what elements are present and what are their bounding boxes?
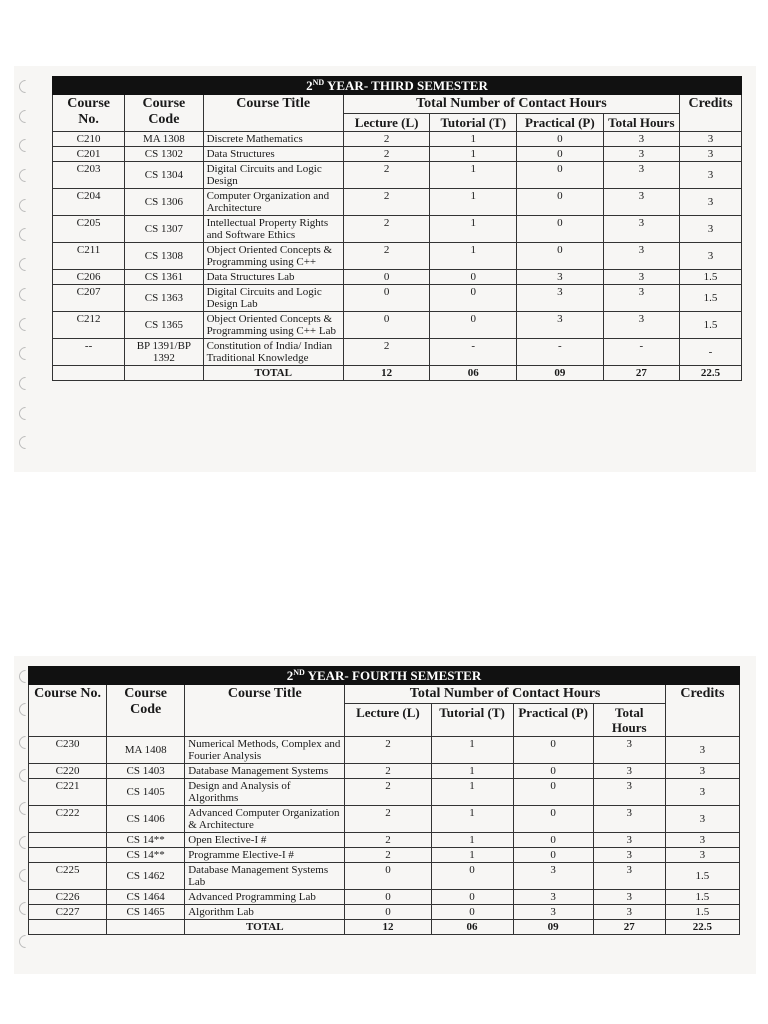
practical-cell: 0 — [517, 189, 604, 216]
fourth-semester-page — [14, 656, 756, 974]
practical-header: Practical (P) — [517, 114, 604, 132]
lecture-cell: 2 — [343, 339, 430, 366]
binder-hole — [16, 345, 34, 363]
course-title-cell: Discrete Mathematics — [203, 132, 343, 147]
lecture-header: Lecture (L) — [343, 114, 430, 132]
course-title-cell: Advanced Computer Organization & Architecture — [185, 806, 345, 833]
tutorial-cell: 0 — [430, 285, 517, 312]
course-title-cell: Database Management Systems Lab — [185, 863, 345, 890]
lecture-cell: 2 — [343, 189, 430, 216]
course-no-cell: C207 — [53, 285, 125, 312]
total-hours-cell: 3 — [593, 806, 665, 833]
table-row — [53, 285, 742, 312]
tutorial-cell: - — [430, 339, 517, 366]
course-no-cell: C203 — [53, 162, 125, 189]
total-spacer-cell — [29, 920, 107, 935]
lecture-cell: 2 — [345, 833, 431, 848]
total-hours-cell: 3 — [603, 162, 679, 189]
credits-header: Credits — [680, 95, 742, 132]
total-hours-cell: 3 — [603, 189, 679, 216]
tutorial-cell: 1 — [430, 243, 517, 270]
total-lecture: 12 — [345, 920, 431, 935]
header-row — [53, 95, 742, 114]
lecture-cell: 2 — [345, 848, 431, 863]
semester-title-text: YEAR- THIRD SEMESTER — [324, 78, 488, 93]
semester-title-text: YEAR- FOURTH SEMESTER — [304, 668, 482, 683]
course-no-cell: C210 — [53, 132, 125, 147]
practical-cell: 0 — [513, 806, 593, 833]
course-no-header: Course No. — [53, 95, 125, 132]
binder-hole — [16, 315, 34, 333]
header-row — [29, 685, 740, 704]
total-hours-cell: 3 — [593, 833, 665, 848]
credits-cell: 1.5 — [680, 312, 742, 339]
total-hours: 27 — [593, 920, 665, 935]
course-no-cell: C211 — [53, 243, 125, 270]
practical-cell: - — [517, 339, 604, 366]
course-title-cell: Numerical Methods, Complex and Fourier Analysis — [185, 737, 345, 764]
total-hours-cell: 3 — [593, 905, 665, 920]
lecture-cell: 0 — [345, 863, 431, 890]
credits-cell: 3 — [665, 848, 739, 863]
course-title-cell: Object Oriented Concepts & Programming using C++ — [203, 243, 343, 270]
semester-title — [29, 667, 740, 685]
course-code-cell: CS 1462 — [107, 863, 185, 890]
binder-hole — [16, 166, 34, 184]
tutorial-cell: 1 — [430, 147, 517, 162]
credits-header: Credits — [665, 685, 739, 737]
total-label: TOTAL — [185, 920, 345, 935]
tutorial-cell: 0 — [431, 890, 513, 905]
practical-cell: 0 — [517, 243, 604, 270]
course-no-cell: C230 — [29, 737, 107, 764]
course-no-cell: C204 — [53, 189, 125, 216]
total-credits: 22.5 — [680, 366, 742, 381]
course-title-cell: Constitution of India/ Indian Traditional Knowledge — [203, 339, 343, 366]
lecture-cell: 2 — [343, 162, 430, 189]
course-title-cell: Programme Elective-I # — [185, 848, 345, 863]
table-row — [53, 216, 742, 243]
tutorial-cell: 1 — [431, 779, 513, 806]
course-no-cell: C225 — [29, 863, 107, 890]
credits-cell: - — [680, 339, 742, 366]
total-spacer-cell — [107, 920, 185, 935]
total-hours-cell: 3 — [603, 147, 679, 162]
binder-hole — [16, 77, 34, 95]
table-row — [29, 764, 740, 779]
course-title-cell: Object Oriented Concepts & Programming using C++ Lab — [203, 312, 343, 339]
table-row — [53, 189, 742, 216]
course-title-header: Course Title — [203, 95, 343, 132]
course-code-header: Course Code — [125, 95, 203, 132]
binder-hole — [16, 374, 34, 392]
course-no-cell: -- — [53, 339, 125, 366]
total-hours-header: Total Hours — [603, 114, 679, 132]
practical-cell: 0 — [513, 737, 593, 764]
course-code-cell: CS 1363 — [125, 285, 203, 312]
course-no-cell — [29, 833, 107, 848]
contact-hours-header: Total Number of Contact Hours — [343, 95, 679, 114]
total-practical: 09 — [513, 920, 593, 935]
practical-cell: 0 — [517, 162, 604, 189]
binder-hole — [16, 137, 34, 155]
total-hours-cell: 3 — [593, 848, 665, 863]
table-row — [29, 737, 740, 764]
course-title-cell: Algorithm Lab — [185, 905, 345, 920]
credits-cell: 3 — [680, 243, 742, 270]
tutorial-cell: 1 — [431, 764, 513, 779]
course-code-cell: CS 1365 — [125, 312, 203, 339]
course-no-cell: C201 — [53, 147, 125, 162]
table-row — [29, 905, 740, 920]
table-row — [53, 270, 742, 285]
tutorial-cell: 1 — [431, 737, 513, 764]
binder-hole — [16, 434, 34, 452]
lecture-header: Lecture (L) — [345, 704, 431, 737]
course-no-header: Course No. — [29, 685, 107, 737]
table-row — [53, 339, 742, 366]
total-hours-cell: 3 — [593, 764, 665, 779]
course-code-cell: MA 1408 — [107, 737, 185, 764]
table-row — [29, 890, 740, 905]
course-code-cell: CS 14** — [107, 848, 185, 863]
practical-cell: 3 — [517, 312, 604, 339]
practical-cell: 3 — [513, 905, 593, 920]
course-no-cell: C227 — [29, 905, 107, 920]
semester-title — [53, 77, 742, 95]
course-code-cell: CS 1306 — [125, 189, 203, 216]
total-hours-cell: 3 — [593, 863, 665, 890]
total-spacer-cell — [125, 366, 203, 381]
course-no-cell: C212 — [53, 312, 125, 339]
lecture-cell: 0 — [345, 905, 431, 920]
practical-cell: 3 — [513, 890, 593, 905]
table-row — [29, 848, 740, 863]
table-row — [29, 806, 740, 833]
course-code-cell: CS 1307 — [125, 216, 203, 243]
total-spacer-cell — [53, 366, 125, 381]
credits-cell: 3 — [665, 779, 739, 806]
tutorial-cell: 1 — [430, 162, 517, 189]
semester-title-year: 2 — [286, 668, 294, 683]
practical-cell: 3 — [513, 863, 593, 890]
table-row — [29, 833, 740, 848]
lecture-cell: 0 — [345, 890, 431, 905]
credits-cell: 3 — [665, 833, 739, 848]
tutorial-cell: 1 — [430, 189, 517, 216]
total-hours-cell: 3 — [593, 890, 665, 905]
course-title-cell: Data Structures — [203, 147, 343, 162]
tutorial-cell: 1 — [430, 132, 517, 147]
course-code-cell: CS 1464 — [107, 890, 185, 905]
total-hours-cell: 3 — [603, 132, 679, 147]
total-tutorial: 06 — [430, 366, 517, 381]
credits-cell: 3 — [680, 162, 742, 189]
credits-cell: 3 — [665, 737, 739, 764]
course-code-cell: BP 1391/BP 1392 — [125, 339, 203, 366]
lecture-cell: 2 — [343, 216, 430, 243]
contact-hours-header: Total Number of Contact Hours — [345, 685, 665, 704]
semester-banner-row — [53, 77, 742, 95]
lecture-cell: 2 — [345, 779, 431, 806]
course-title-cell: Digital Circuits and Logic Design Lab — [203, 285, 343, 312]
lecture-cell: 0 — [343, 312, 430, 339]
practical-cell: 0 — [517, 132, 604, 147]
semester-title-year: 2 — [306, 78, 313, 93]
total-hours-cell: 3 — [593, 779, 665, 806]
total-hours-cell: 3 — [603, 243, 679, 270]
total-lecture: 12 — [343, 366, 430, 381]
lecture-cell: 2 — [345, 764, 431, 779]
course-code-header: Course Code — [107, 685, 185, 737]
practical-cell: 0 — [513, 848, 593, 863]
table-row — [53, 147, 742, 162]
practical-header: Practical (P) — [513, 704, 593, 737]
tutorial-cell: 0 — [430, 270, 517, 285]
table-row — [53, 243, 742, 270]
tutorial-cell: 1 — [431, 806, 513, 833]
course-code-cell: CS 1405 — [107, 779, 185, 806]
fourth-semester-table — [28, 666, 740, 935]
course-title-cell: Advanced Programming Lab — [185, 890, 345, 905]
total-hours-cell: 3 — [603, 312, 679, 339]
course-code-cell: CS 1403 — [107, 764, 185, 779]
course-code-cell: CS 1465 — [107, 905, 185, 920]
course-title-cell: Digital Circuits and Logic Design — [203, 162, 343, 189]
semester-title-suffix: ND — [293, 667, 305, 677]
practical-cell: 0 — [517, 216, 604, 243]
lecture-cell: 2 — [343, 147, 430, 162]
credits-cell: 1.5 — [680, 285, 742, 312]
lecture-cell: 2 — [345, 806, 431, 833]
semester-title-suffix: ND — [312, 77, 325, 87]
total-hours-cell: 3 — [603, 270, 679, 285]
tutorial-cell: 0 — [430, 312, 517, 339]
table-row — [53, 162, 742, 189]
total-hours: 27 — [603, 366, 679, 381]
tutorial-header: Tutorial (T) — [431, 704, 513, 737]
credits-cell: 3 — [680, 147, 742, 162]
credits-cell: 1.5 — [665, 863, 739, 890]
course-no-cell: C205 — [53, 216, 125, 243]
course-title-cell: Data Structures Lab — [203, 270, 343, 285]
credits-cell: 1.5 — [665, 905, 739, 920]
course-no-cell: C226 — [29, 890, 107, 905]
total-credits: 22.5 — [665, 920, 739, 935]
total-tutorial: 06 — [431, 920, 513, 935]
table-row — [53, 132, 742, 147]
course-title-header: Course Title — [185, 685, 345, 737]
binder-holes — [14, 66, 42, 472]
lecture-cell: 0 — [343, 270, 430, 285]
credits-cell: 1.5 — [665, 890, 739, 905]
lecture-cell: 2 — [345, 737, 431, 764]
credits-cell: 1.5 — [680, 270, 742, 285]
course-no-cell — [29, 848, 107, 863]
course-no-cell: C206 — [53, 270, 125, 285]
course-title-cell: Intellectual Property Rights and Software Ethics — [203, 216, 343, 243]
credits-cell: 3 — [680, 189, 742, 216]
practical-cell: 0 — [513, 779, 593, 806]
course-title-cell: Computer Organization and Architecture — [203, 189, 343, 216]
total-row — [29, 920, 740, 935]
semester-banner-row — [29, 667, 740, 685]
course-title-cell: Open Elective-I # — [185, 833, 345, 848]
third-semester-page — [14, 66, 756, 472]
tutorial-cell: 0 — [431, 863, 513, 890]
total-hours-cell: 3 — [603, 285, 679, 312]
credits-cell: 3 — [665, 806, 739, 833]
credits-cell: 3 — [665, 764, 739, 779]
binder-hole — [16, 226, 34, 244]
binder-hole — [16, 255, 34, 273]
practical-cell: 0 — [517, 147, 604, 162]
binder-hole — [16, 107, 34, 125]
table-row — [53, 312, 742, 339]
total-row — [53, 366, 742, 381]
course-code-cell: MA 1308 — [125, 132, 203, 147]
course-title-cell: Design and Analysis of Algorithms — [185, 779, 345, 806]
course-code-cell: CS 1304 — [125, 162, 203, 189]
tutorial-cell: 1 — [431, 833, 513, 848]
credits-cell: 3 — [680, 216, 742, 243]
course-code-cell: CS 1361 — [125, 270, 203, 285]
course-code-cell: CS 1406 — [107, 806, 185, 833]
course-title-cell: Database Management Systems — [185, 764, 345, 779]
binder-hole — [16, 404, 34, 422]
total-hours-cell: 3 — [593, 737, 665, 764]
total-hours-cell: 3 — [603, 216, 679, 243]
tutorial-header: Tutorial (T) — [430, 114, 517, 132]
course-code-cell: CS 1302 — [125, 147, 203, 162]
lecture-cell: 0 — [343, 285, 430, 312]
course-code-cell: CS 1308 — [125, 243, 203, 270]
course-no-cell: C220 — [29, 764, 107, 779]
binder-hole — [16, 196, 34, 214]
total-hours-header: Total Hours — [593, 704, 665, 737]
tutorial-cell: 1 — [430, 216, 517, 243]
course-no-cell: C222 — [29, 806, 107, 833]
tutorial-cell: 1 — [431, 848, 513, 863]
table-row — [29, 779, 740, 806]
credits-cell: 3 — [680, 132, 742, 147]
third-semester-table — [52, 76, 742, 381]
lecture-cell: 2 — [343, 132, 430, 147]
tutorial-cell: 0 — [431, 905, 513, 920]
binder-hole — [16, 285, 34, 303]
total-hours-cell: - — [603, 339, 679, 366]
course-no-cell: C221 — [29, 779, 107, 806]
practical-cell: 0 — [513, 764, 593, 779]
lecture-cell: 2 — [343, 243, 430, 270]
practical-cell: 3 — [517, 285, 604, 312]
practical-cell: 3 — [517, 270, 604, 285]
table-row — [29, 863, 740, 890]
practical-cell: 0 — [513, 833, 593, 848]
total-label: TOTAL — [203, 366, 343, 381]
total-practical: 09 — [517, 366, 604, 381]
course-code-cell: CS 14** — [107, 833, 185, 848]
